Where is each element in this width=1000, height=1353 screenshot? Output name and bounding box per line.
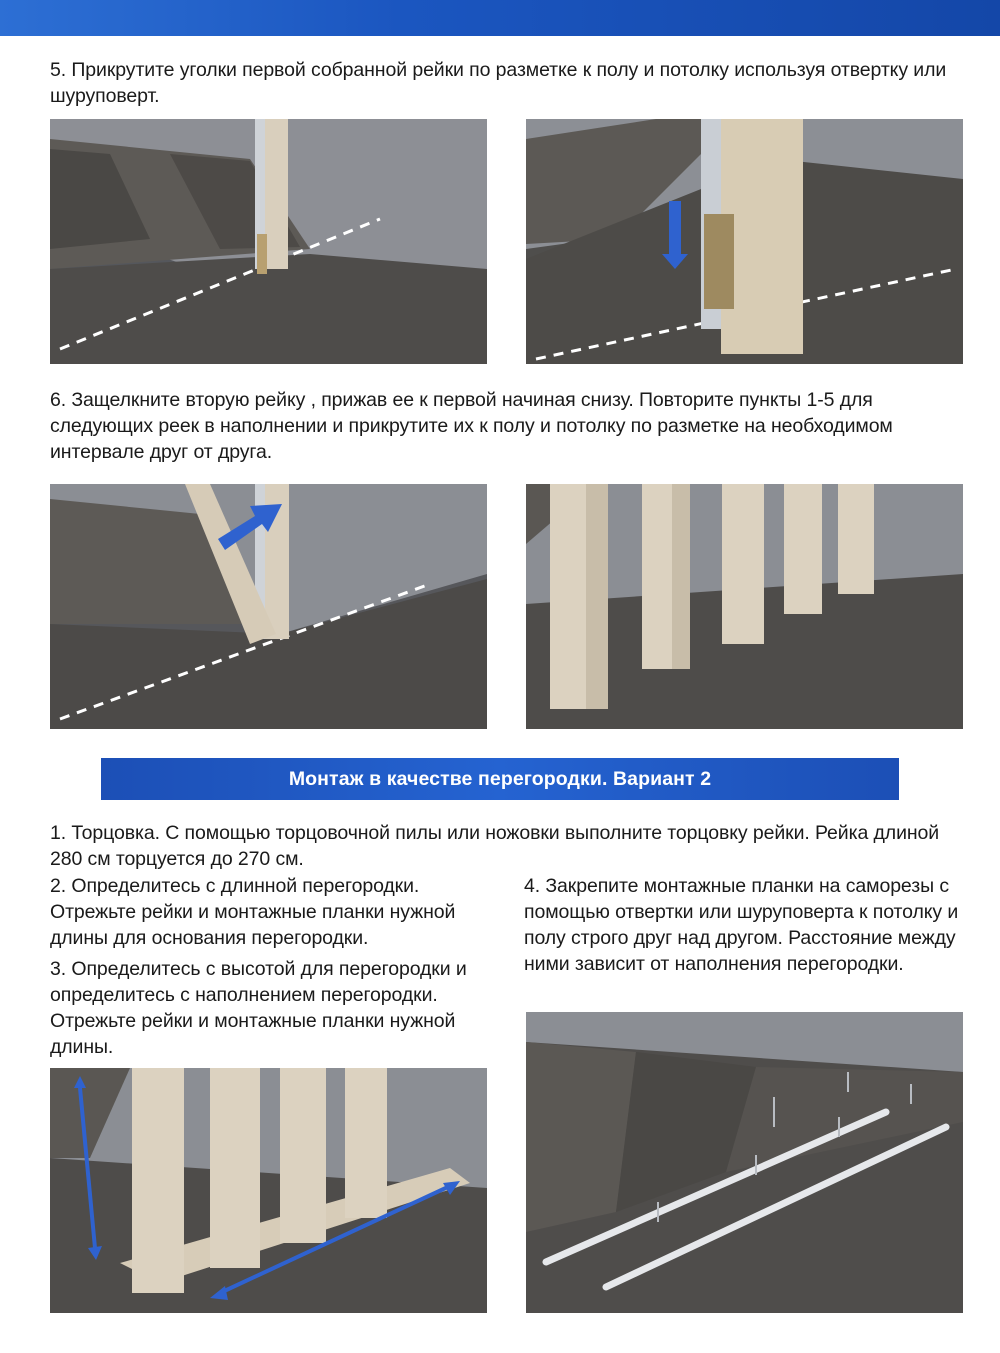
- variant2-item-4: 4. Закрепите монтажные планки на саморезы с помощью отвертки или шуруповерта к потолку и полу строго друг над другом. Расстояние между ними зависит от наполнения перегородки.: [524, 875, 959, 975]
- variant2-item-1: 1. Торцовка. С помощью торцовочной пилы или ножовки выполните торцовку рейки. Рейка длиной 280 см торцуется до 270 см.: [50, 822, 940, 870]
- section-banner-title: Монтаж в качестве перегородки. Вариант 2: [288, 767, 712, 790]
- step-6-text: 6. Защелкните вторую рейку , прижав ее к первой начиная снизу. Повторите пункты 1-5 для следующих реек в наполнении и прикрутите их к полу и потолку по разметке на необходимом интервале друг от друга.: [50, 389, 893, 463]
- corner-bracket-closeup-photo: [526, 119, 963, 364]
- slat-corner-floor-photo: [50, 119, 487, 364]
- step-5-text: 5. Прикрутите уголки первой собранной рейки по разметке к полу и потолку используя отвертку или шуруповерт.: [50, 59, 947, 107]
- mounting-strips-photo: [526, 1012, 963, 1313]
- variant2-item-3: 3. Определитесь с высотой для перегородки и определитесь с наполнением перегородки. Отрежьте рейки и монтажные планки нужной длины.: [50, 958, 467, 1058]
- header-bar: [0, 0, 1000, 36]
- partition-base-photo: [50, 1068, 487, 1313]
- section-banner: [101, 758, 899, 800]
- slat-row-photo: [526, 484, 963, 729]
- second-slat-snap-photo: [50, 484, 487, 729]
- variant2-item-2: 2. Определитесь с длинной перегородки. Отрежьте рейки и монтажные планки нужной длины для основания перегородки.: [50, 875, 456, 949]
